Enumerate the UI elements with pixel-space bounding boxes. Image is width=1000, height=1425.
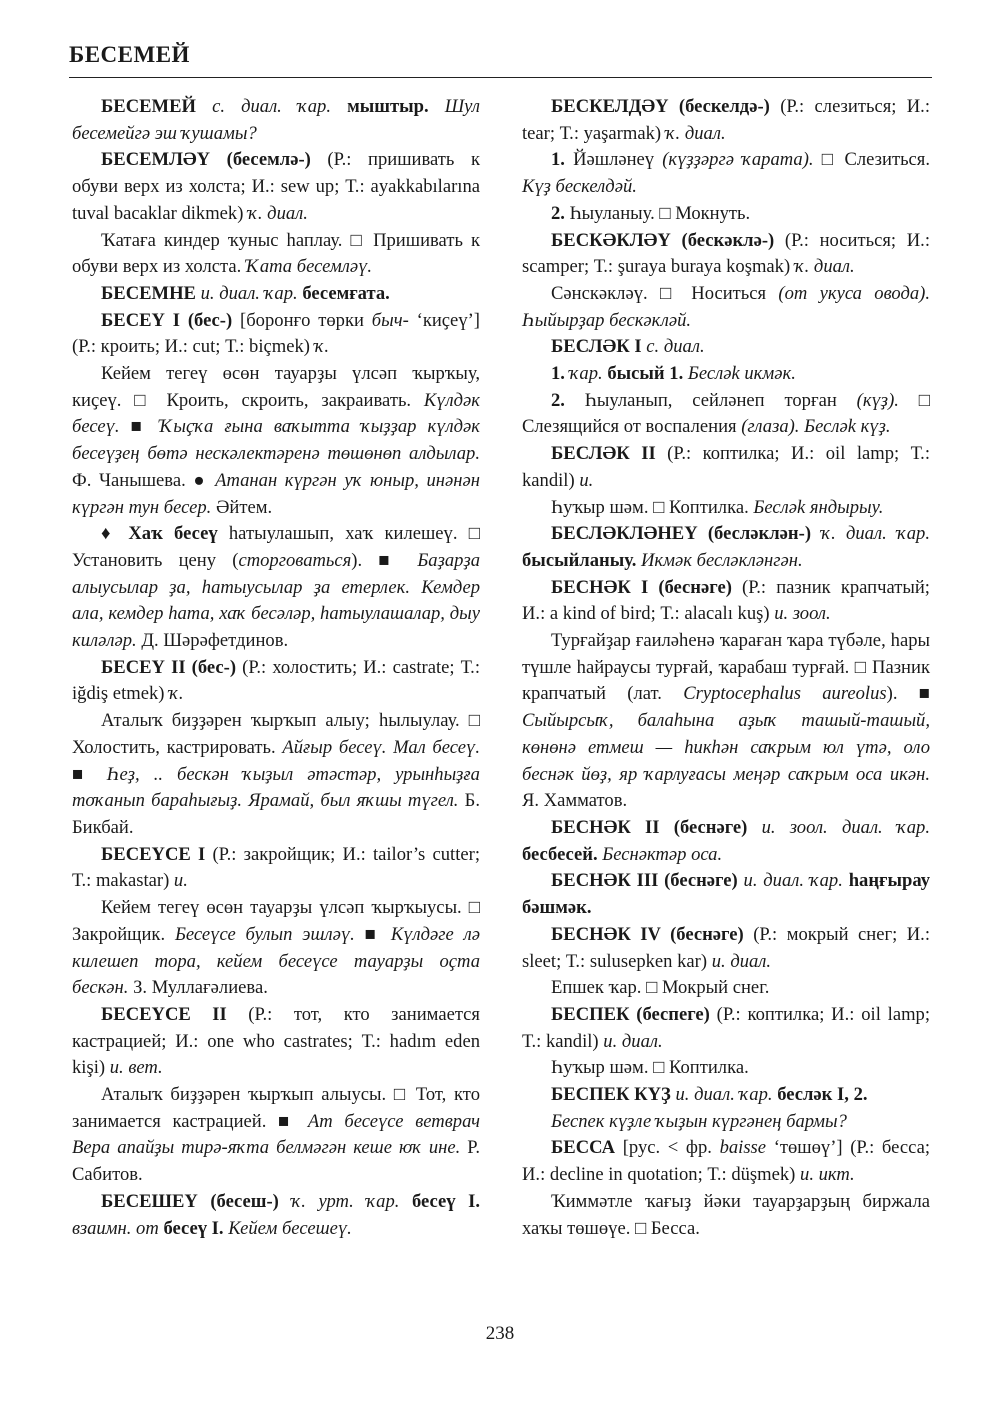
headword-text: БЕСЛӘК I (551, 336, 642, 358)
italic-text: ҡ. диал. (794, 256, 855, 278)
body-text: (Р.: пазник крапчатый; И.: a kind of bird; Т.: alacalı kuş) (522, 576, 930, 625)
headword-text: БЕСЕМЕЙ (101, 96, 196, 117)
body-text: Сәнскәкләү. □ Носиться (551, 282, 779, 304)
italic-text: и. (173, 870, 188, 892)
italic-text: Беслək яндырыу. (753, 496, 884, 518)
italic-text: и. диал. ҡар. (743, 870, 843, 892)
italic-text: (от укуса овода). Һыйырҙар бескәкләй. (522, 282, 930, 331)
headword-text: БЕСПЕК КҮҘ (551, 1084, 671, 1106)
headword-text: ♦ Хаҡ бесеү (101, 523, 218, 545)
body-text: (Р.: слезиться; И.: tear; Т.: yaşarmak) (522, 96, 930, 144)
dictionary-paragraph (72, 1002, 480, 1082)
headword-text: һаңғырау бәшмәк. (522, 870, 930, 919)
body-text: (Р.: закройщик; И.: tailor’s cutter; Т.: makastar) (72, 843, 480, 892)
body-text: Кейем тегеү өсөн тауарҙы үлсәп ҡырҡыу, киҫеү. □ Кроить, скроить, закраивать. (72, 363, 480, 411)
headword-text: бесләк I, 2. (777, 1084, 868, 1106)
body-text (196, 96, 212, 117)
page-header-title: БЕСЕМЕЙ (69, 42, 190, 67)
italic-text: ҡ. диал. (665, 122, 726, 144)
italic-text: ҡар. (569, 363, 603, 385)
dictionary-paragraph (522, 228, 930, 281)
dictionary-paragraph (522, 94, 930, 147)
body-text: (Р.: коптилка; И.: oil lamp; Т.: kandil) (522, 443, 930, 491)
left-column (72, 94, 480, 1242)
headword-text: 2. (551, 389, 565, 411)
dictionary-paragraph (72, 655, 480, 708)
body-text: Аталыҡ биҙҙәрен ҡырҡып алыусы. □ Тот, кто занимается кастрацией. ■ (72, 1084, 480, 1132)
body-text: һатыулашып, хаҡ килешеү. □ Установить цену ( (72, 523, 480, 571)
body-text: Епшек ҡар. □ Мокрый снег. (551, 977, 770, 999)
body-text: (Р.: носиться; И.: scamper; Т.: şuraya buraya koşmak) (522, 229, 930, 278)
headword-text: БЕСЛӘК II (551, 443, 656, 465)
body-text: ). ■ (351, 549, 418, 571)
italic-text: Бесеүсе булып эшләү. (174, 923, 355, 945)
italic-text: и. зоол. (774, 603, 831, 625)
italic-text: и. диал. ҡар. (675, 1084, 773, 1106)
dictionary-paragraph (522, 201, 930, 228)
headword-text: БЕСКЕЛДӘҮ (бескелдә-) (551, 96, 770, 117)
dictionary-paragraph (522, 147, 930, 200)
italic-text: Cryptocephalus aureolus (683, 683, 887, 705)
headword-text: БЕСЕҮСЕ II (101, 1003, 227, 1025)
dictionary-paragraph (522, 495, 930, 522)
headword-text: БЕСПЕК (беспеге) (551, 1003, 710, 1025)
dictionary-paragraph (522, 388, 930, 441)
body-text: (Р.: холостить; И.: castrate; Т.: iğdiş etmek) (72, 656, 480, 705)
italic-text: Баҙарҙа алыусылар ҙа, һатыусылар ҙа етерлек. Кемдер ала, кемдер һата, хаҡ бесәләр, һатыулашалар, дыу киләләр. (72, 549, 481, 652)
dictionary-paragraph (522, 975, 930, 1002)
dictionary-paragraph (522, 815, 930, 868)
dictionary-paragraph (72, 1082, 480, 1189)
headword-text: бысыйланыу. (522, 549, 637, 571)
dictionary-paragraph (72, 147, 480, 227)
body-text: [рус. < фр. (615, 1137, 720, 1159)
italic-text: Кейем бесешеү. (228, 1217, 352, 1239)
italic-text: Шул бесемейгә эш ҡушамы? (72, 96, 480, 144)
body-text: Ҡатаға киндер ҡуныс һаплау. □ Пришивать к обуви верх из холста. (72, 229, 480, 278)
body-text: Һыуланып, сейләнеп торған (564, 389, 857, 411)
italic-text: и. зоол. диал. ҡар. (761, 816, 930, 838)
headword-text: БЕСЕМНЕ (101, 282, 196, 304)
body-text (399, 1191, 412, 1212)
body-text: Кейем тегеү өсөн тауарҙы үлсәп ҡырҡыусы. □ Закройщик. (72, 897, 480, 945)
italic-text: ҡ. урт. ҡар. (291, 1190, 400, 1212)
italic-text: взаимн. от (72, 1217, 159, 1239)
body-text (429, 96, 445, 117)
headword-text: бысый 1. (607, 363, 684, 385)
headword-text: бесемғата. (302, 282, 390, 304)
dictionary-paragraph (72, 94, 480, 147)
headword-text: мыштыр. (347, 96, 429, 117)
italic-text: Күҙ бескелдәй. (522, 176, 637, 198)
body-text: Һуҡыр шәм. □ Коптилка. (551, 496, 754, 518)
headword-text: БЕСНӘК III (беснәге) (551, 870, 738, 892)
italic-text: ҡ. (314, 336, 330, 358)
headword-text: 1. (551, 363, 565, 385)
body-text: Б. Бикбай. (72, 790, 480, 838)
headword-text: БЕСКӘКЛӘҮ (бескәклә-) (551, 229, 775, 251)
italic-text: с. диал. (646, 336, 705, 358)
body-text (279, 1191, 292, 1212)
headword-text: БЕСЕҮ II (бес-) (101, 656, 237, 678)
headword-text: БЕСЕМЛӘҮ (бесемлә-) (101, 149, 311, 171)
italic-text: ҡ. диал. ҡар. (821, 523, 930, 545)
body-text: ). ■ (886, 683, 930, 705)
body-text: ■ (119, 416, 160, 438)
italic-text: Икмәк бесләкләнгән. (641, 549, 803, 571)
dictionary-paragraph (72, 281, 480, 308)
body-text: Р. Сабитов. (72, 1137, 480, 1186)
italic-text: (күҙҙәргә ҡарата). (662, 149, 814, 171)
body-text: Ҡиммәтле ҡағыҙ йәки тауарҙарҙың биржала хаҡы төшөүе. □ Бесса. (522, 1190, 930, 1239)
dictionary-paragraph (72, 228, 480, 281)
body-text: ‘төшөү’] (Р.: бесса; И.: decline in quotation; Т.: düşmek) (522, 1137, 930, 1186)
headword-text: БЕСНӘК I (беснәге) (551, 576, 732, 598)
dictionary-paragraph (72, 308, 480, 361)
body-text: Ф. Чанышева. ● (72, 469, 216, 491)
headword-text: БЕСЛӘКЛӘНЕҮ (бесләклән-) (551, 523, 812, 545)
dictionary-paragraph (522, 334, 930, 361)
dictionary-paragraph (522, 281, 930, 334)
italic-text: сторговаться (238, 549, 352, 571)
headword-text: бесеү I. (411, 1190, 480, 1212)
body-text: Я. Хамматов. (522, 790, 628, 812)
dictionary-paragraph (72, 1189, 480, 1242)
body-text: ■ (354, 923, 391, 945)
dictionary-paragraph (72, 842, 480, 895)
dictionary-paragraph (522, 628, 930, 815)
dictionary-paragraph (522, 361, 930, 388)
body-text (811, 523, 821, 544)
dictionary-paragraph (522, 1082, 930, 1109)
body-text: Һыуланыу. □ Мокнуть. (564, 202, 751, 224)
body-text: (Р.: пришивать к обуви верх из холста; И.: sew up; Т.: ayakkabılarına tuval bacaklar dikmek) (72, 149, 480, 224)
dictionary-paragraph (522, 521, 930, 574)
headword-text: 1. (551, 149, 565, 171)
italic-text: и. диал. (603, 1030, 663, 1052)
dictionary-paragraph (522, 868, 930, 921)
headword-text: БЕССА (551, 1137, 616, 1159)
italic-text: Сыйырсыҡ, балаһына аҙыҡ ташый-ташый, көнөнә етмеш — һикһән саҡрым юл үтә, оло беснәк йөҙ, яр ҡарлуғасы меңәр саҡрым оса икән. (522, 710, 930, 785)
italic-text: и. диал. (711, 950, 772, 972)
body-text (331, 96, 347, 117)
body-text: Д. Шәрәфетдинов. (136, 630, 289, 652)
right-column (522, 94, 930, 1242)
italic-text: baisse (719, 1137, 767, 1159)
headword-text: БЕСНӘК II (беснәге) (551, 816, 748, 838)
italic-text: Күлдәк бесеү. (72, 389, 480, 438)
italic-text: Беспек күҙле ҡыҙын күргәнең бармы? (551, 1110, 847, 1132)
italic-text: ҡ. диал. (248, 202, 308, 224)
page-number: 238 (485, 1323, 515, 1344)
headword-text: бесеү I. (163, 1217, 224, 1239)
italic-text: с. диал. ҡар. (212, 96, 331, 117)
italic-text: и. диал. ҡар. (200, 282, 298, 304)
italic-text: Ҡата бесемләү. (245, 256, 373, 278)
italic-text: Айғыр бесеү. Мал бесеү. (282, 736, 480, 758)
body-text: Һуҡыр шәм. □ Коптилка. (551, 1057, 749, 1079)
dictionary-paragraph (522, 1109, 930, 1136)
body-text: ■ (72, 763, 107, 785)
dictionary-paragraph (522, 1135, 930, 1188)
dictionary-paragraph (72, 361, 480, 521)
body-text: ‘киҫеү’] (Р.: кроить; И.: cut; Т.: biçmek) (72, 309, 480, 358)
italic-text: и. (579, 469, 594, 491)
italic-text: Һеҙ, .. бескән ҡыҙыл әтәстәр, урынһыҙға тоҡанып бараһығыҙ. Ярамай, был яҡшы түгел. (72, 763, 480, 812)
headword-text: 2. (551, 202, 565, 224)
body-text: Йәшләнеү (564, 149, 663, 171)
italic-text: Ат бесеүсе ветврач Вера апайҙы тирә-яҡта белмәгән кеше юҡ ине. (72, 1110, 480, 1159)
body-text: (Р.: тот, кто занимается кастрацией; И.: one who castrates; Т.: hadım eden kişi) (72, 1003, 480, 1079)
dictionary-paragraph (522, 575, 930, 628)
dictionary-paragraph (522, 1055, 930, 1082)
italic-text: Беслək икмәк. (687, 363, 796, 385)
italic-text: и. вет. (109, 1057, 163, 1079)
body-text: Турғайҙар ғаиләһенә ҡараған ҡара түбәле, һары түшле һайраусы турғай, ҡарабаш турғай. □ Пазник крапчатый (лат. (522, 630, 930, 705)
italic-text: (күҙ). (856, 389, 899, 411)
italic-text: ҡ. (169, 683, 184, 705)
body-text: (Р.: коптилка; И.: oil lamp; Т.: kandil) (522, 1003, 931, 1052)
italic-text: Беснәктәр оса. (602, 843, 723, 865)
italic-text: Күлдәге лә килешеп тора, кейем бесеүсе тауарҙы оҫта бескән. (72, 923, 480, 999)
italic-text: Атанан күргән уҡ юныр, инәнән күргән тун бесер. (72, 469, 480, 518)
italic-text: (глаза). Беслək күҙ. (741, 416, 891, 438)
italic-text: и. икт. (800, 1164, 855, 1186)
headword-text: БЕСЕШЕҮ (бесеш-) (101, 1190, 279, 1212)
headword-text: бесбесей. (522, 843, 598, 865)
body-text: [боронғо төрки (232, 309, 372, 331)
body-text: □ Слезящийся от воспаления (522, 389, 930, 438)
body-text (747, 817, 761, 838)
headword-text: БЕСНӘК IV (беснәге) (551, 923, 744, 945)
italic-text: быч- (371, 309, 409, 331)
dictionary-paragraph (72, 521, 480, 655)
body-text: Аталыҡ биҙҙәрен ҡырҡып алыу; һылыулау. □ Холостить, кастрировать. (72, 710, 480, 758)
body-text: □ Слезиться. (813, 149, 931, 171)
body-text: Әйтем. (211, 496, 273, 518)
body-text: (Р.: мокрый снег; И.: sleet; Т.: sulusepken kar) (522, 923, 931, 972)
body-text: З. Муллағәлиева. (128, 977, 268, 999)
dictionary-paragraph (522, 922, 930, 975)
dictionary-paragraph (72, 708, 480, 842)
header-divider (69, 77, 932, 78)
headword-text: БЕСЕҮ I (бес-) (101, 309, 233, 331)
dictionary-paragraph (522, 1189, 930, 1242)
dictionary-paragraph (522, 1002, 930, 1055)
headword-text: БЕСЕҮСЕ I (101, 843, 206, 865)
italic-text: Ҡыҫҡа ғына ваҡытта ҡыҙҙар күлдәк бесеүҙең бөтә нескәлектәренә төшөнөп алдылар. (72, 416, 480, 465)
dictionary-paragraph (72, 895, 480, 1002)
dictionary-paragraph (522, 441, 930, 494)
